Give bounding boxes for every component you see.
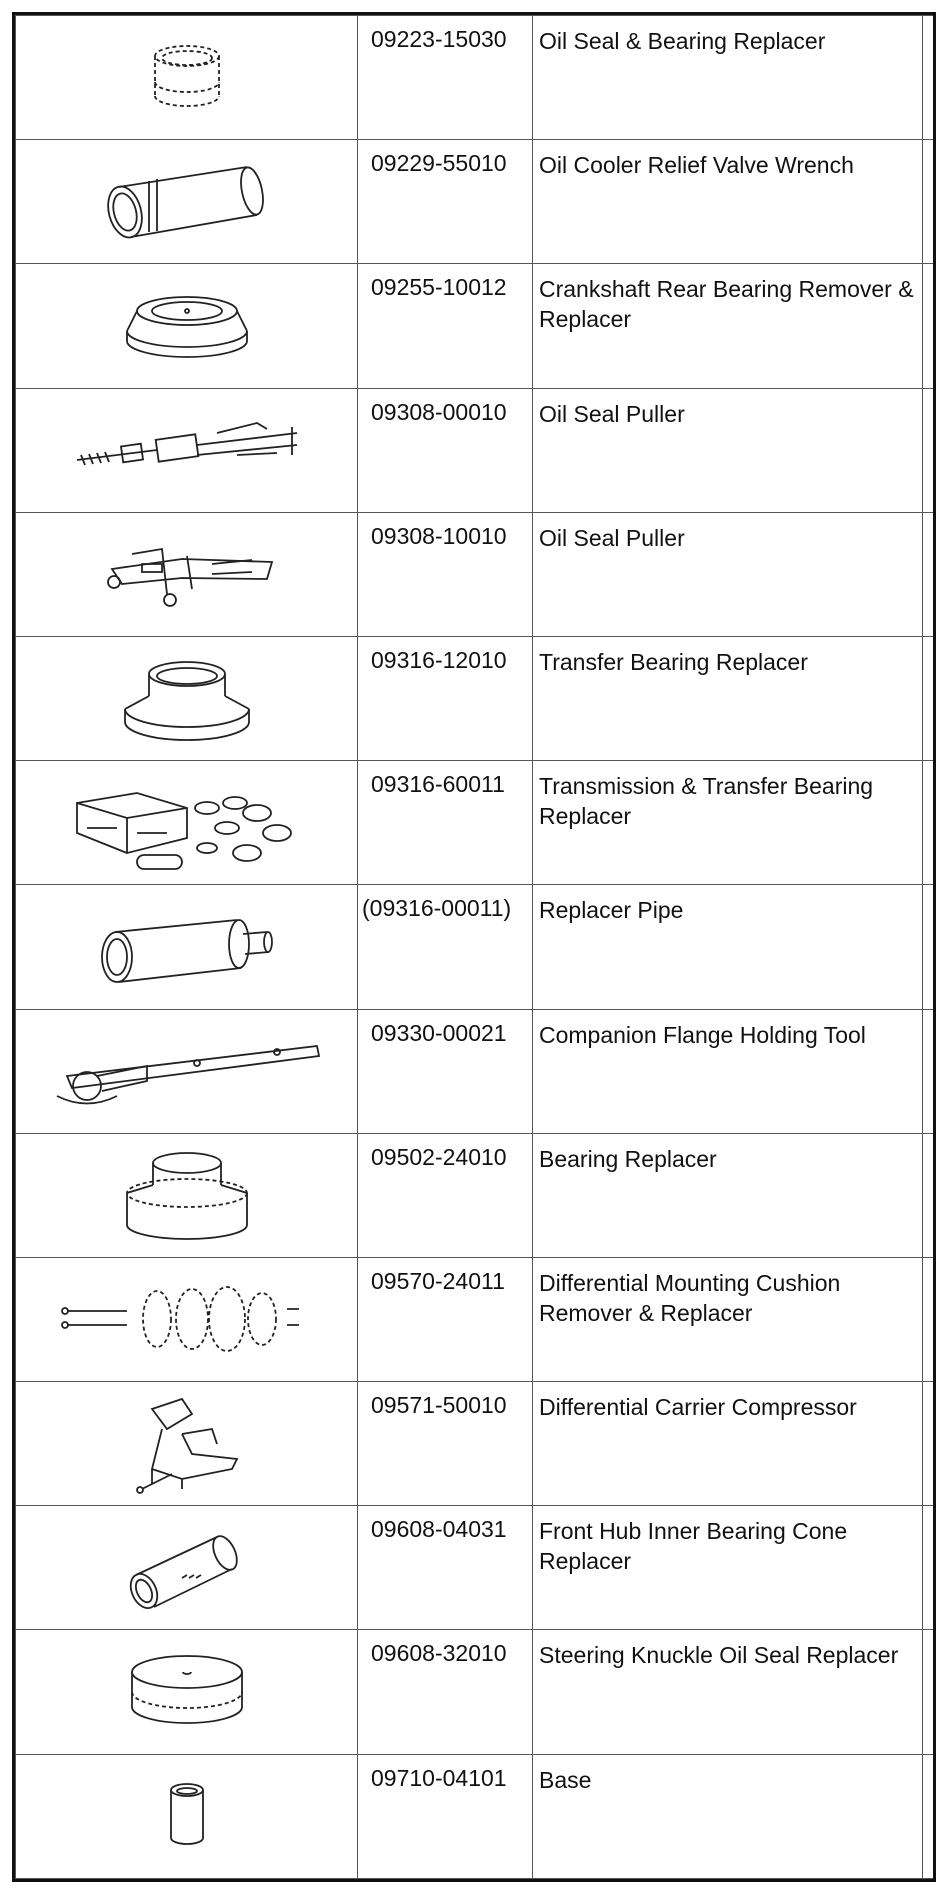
part-number: 09316-60011 [358,761,533,885]
table-row [16,885,934,1009]
seal-ring-icon [137,38,237,118]
part-number: 09223-15030 [358,16,533,140]
socket-wrench-icon [97,157,277,247]
part-number: 09316-12010 [358,636,533,760]
table-row [16,388,934,512]
part-number: 09571-50010 [358,1382,533,1506]
tool-name: Base [533,1754,923,1878]
tool-name: Oil Seal Puller [533,388,923,512]
part-number: 09330-00021 [358,1009,533,1133]
part-number: 09308-00010 [358,388,533,512]
tool-name: Bearing Replacer [533,1133,923,1257]
tool-name: Companion Flange Holding Tool [533,1009,923,1133]
special-tools-table [15,15,933,1879]
table-row [16,1630,934,1754]
part-number: 09255-10012 [358,264,533,388]
part-number: 09502-24010 [358,1133,533,1257]
tool-name: Front Hub Inner Bearing Cone Replacer [533,1506,923,1630]
table-row [16,1257,934,1381]
table-row [16,1506,934,1630]
pipe-icon [87,902,287,992]
part-number: 09710-04101 [358,1754,533,1878]
table-row [16,16,934,140]
part-number: (09316-00011) [358,885,533,1009]
tube-icon [122,1523,252,1613]
flange-ring-icon [117,654,257,744]
tool-name: Transmission & Transfer Bearing Replacer [533,761,923,885]
cushion-set-icon [57,1279,317,1359]
seal-disc-icon [117,1647,257,1737]
clamp-icon [122,1389,252,1499]
holding-bar-icon [47,1026,327,1116]
tool-name: Oil Seal & Bearing Replacer [533,16,923,140]
table-row [16,1754,934,1878]
tool-name: Differential Carrier Compressor [533,1382,923,1506]
table-row [16,1009,934,1133]
bearing-disc-icon [117,286,257,366]
table-row [16,140,934,264]
jaw-puller-icon [92,534,282,614]
stepped-cylinder-icon [117,1145,257,1245]
table-row [16,1133,934,1257]
bearing-set-icon [67,773,307,873]
table-row [16,636,934,760]
part-number: 09229-55010 [358,140,533,264]
small-cylinder-icon [157,1776,217,1856]
slide-puller-icon [67,415,307,485]
tool-name: Crankshaft Rear Bearing Remover & Replacer [533,264,923,388]
tool-name: Oil Cooler Relief Valve Wrench [533,140,923,264]
special-tools-sheet [12,12,936,1882]
table-row [16,1382,934,1506]
part-number: 09608-32010 [358,1630,533,1754]
tool-name: Oil Seal Puller [533,512,923,636]
tool-name: Replacer Pipe [533,885,923,1009]
tool-name: Transfer Bearing Replacer [533,636,923,760]
table-row [16,512,934,636]
part-number: 09308-10010 [358,512,533,636]
part-number: 09570-24011 [358,1257,533,1381]
part-number: 09608-04031 [358,1506,533,1630]
tool-name: Steering Knuckle Oil Seal Replacer [533,1630,923,1754]
tool-name: Differential Mounting Cushion Remover & Replacer [533,1257,923,1381]
table-row [16,264,934,388]
table-row [16,761,934,885]
